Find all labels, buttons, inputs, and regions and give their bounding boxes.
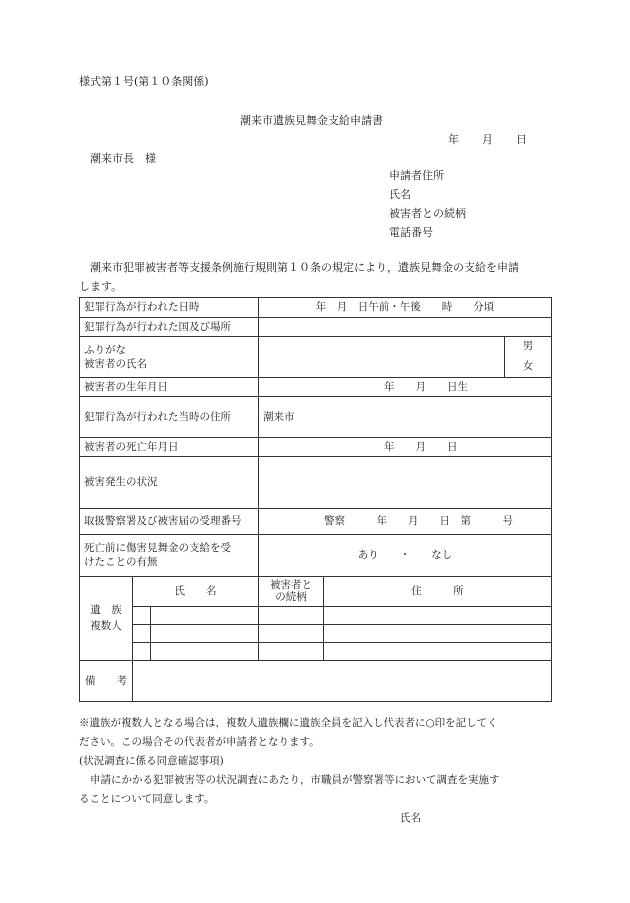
intro-line-1: 潮来市犯罪被害者等支援条例施行規則第１０条の規定により，遺族見舞金の支給を申請 xyxy=(90,261,519,274)
application-table xyxy=(79,297,552,702)
crime-datetime-label: 犯罪行為が行われた日時 xyxy=(80,298,259,318)
police-report-value[interactable]: 警察 年 月 日 第 号 xyxy=(259,508,552,534)
crime-place-label: 犯罪行為が行われた国及び場所 xyxy=(80,318,259,337)
applicant-relation-label: 被害者との続柄 xyxy=(389,207,466,220)
death-date-label: 被害者の死亡年月日 xyxy=(80,437,259,456)
prior-injury-benefit-label-line1: 死亡前に傷害見舞金の支給を受 xyxy=(84,542,231,555)
row-damage-situation xyxy=(80,456,552,508)
bereaved-label-line1: 遺 族 xyxy=(90,603,122,616)
bereaved-name-input[interactable] xyxy=(151,624,259,642)
note-1-line-1: ※遺族が複数人となる場合は，複数人遺族欄に遺族全員を記入し代表者に○印を記してく xyxy=(79,717,498,729)
sex-female: 女 xyxy=(522,359,534,372)
bereaved-name-input[interactable] xyxy=(151,606,259,624)
row-police-report xyxy=(80,508,552,534)
row-crime-place xyxy=(80,318,552,337)
intro-line-2: します。 xyxy=(79,280,123,293)
row-birthdate xyxy=(80,377,552,396)
row-address-at-time xyxy=(80,396,552,437)
sex-male: 男 xyxy=(522,340,534,352)
remarks-input[interactable] xyxy=(133,660,552,701)
address-at-time-value[interactable]: 潮来市 xyxy=(259,396,552,437)
bereaved-name-input[interactable] xyxy=(151,642,259,660)
bereaved-representative-mark[interactable] xyxy=(133,624,151,642)
prior-injury-benefit-label xyxy=(80,534,259,576)
victim-name-label-text: 被害者の氏名 xyxy=(84,357,147,370)
birthdate-value[interactable]: 年 月 日生 xyxy=(259,377,552,396)
col-relation-header xyxy=(259,576,324,606)
damage-situation-label: 被害発生の状況 xyxy=(80,456,259,508)
col-relation-header-line2: の続柄 xyxy=(275,591,307,604)
crime-datetime-value[interactable]: 年 月 日午前・午後 時 分頃 xyxy=(259,298,552,318)
remarks-label: 備 考 xyxy=(80,660,133,701)
victim-name-input[interactable] xyxy=(259,337,505,378)
form-title: 潮来市遺族見舞金支給申請書 xyxy=(240,114,383,127)
applicant-phone-label: 電話番号 xyxy=(389,226,433,239)
bereaved-relation-input[interactable] xyxy=(259,606,324,624)
row-bereaved-header xyxy=(80,576,552,606)
prior-injury-benefit-label-line2: けたことの有無 xyxy=(84,556,158,569)
bereaved-row xyxy=(80,642,552,660)
bereaved-row xyxy=(80,606,552,624)
victim-sex-cell[interactable] xyxy=(505,337,552,378)
consent-title: (状況調査に係る同意確認事項) xyxy=(79,755,224,767)
bereaved-representative-mark[interactable] xyxy=(133,606,151,624)
applicant-address-label: 申請者住所 xyxy=(389,169,444,182)
bereaved-relation-input[interactable] xyxy=(259,624,324,642)
form-number: 様式第１号(第１０条関係) xyxy=(79,75,209,88)
bereaved-label-line2: 複数人 xyxy=(90,620,122,633)
row-prior-injury-benefit xyxy=(80,534,552,576)
police-report-label: 取扱警察署及び被害届の受理番号 xyxy=(80,508,259,534)
date-month-label: 月 xyxy=(482,133,493,146)
bereaved-address-input[interactable] xyxy=(324,606,552,624)
crime-place-input[interactable] xyxy=(259,318,552,337)
bereaved-address-input[interactable] xyxy=(324,642,552,660)
date-year-label: 年 xyxy=(448,133,459,146)
victim-name-label xyxy=(80,337,259,378)
bereaved-representative-mark[interactable] xyxy=(133,642,151,660)
address-at-time-label: 犯罪行為が行われた当時の住所 xyxy=(80,396,259,437)
date-day-label: 日 xyxy=(516,133,527,146)
furigana-label: ふりがな xyxy=(84,343,126,356)
signature-label: 氏名 xyxy=(400,812,421,824)
addressee: 潮来市長 様 xyxy=(90,152,156,165)
death-date-value[interactable]: 年 月 日 xyxy=(259,437,552,456)
col-name-header: 氏 名 xyxy=(133,576,259,606)
row-remarks xyxy=(80,660,552,701)
prior-injury-benefit-choice[interactable]: あり ・ なし xyxy=(259,534,552,576)
consent-line-2: ることについて同意します。 xyxy=(79,793,215,805)
birthdate-label: 被害者の生年月日 xyxy=(80,377,259,396)
applicant-name-label: 氏名 xyxy=(389,188,411,201)
consent-line-1: 申請にかかる犯罪被害等の状況調査にあたり，市職員が警察署等において調査を実施す xyxy=(90,774,500,786)
damage-situation-input[interactable] xyxy=(259,456,552,508)
col-address-header: 住 所 xyxy=(324,576,552,606)
col-relation-header-line1: 被害者と xyxy=(270,578,312,591)
bereaved-address-input[interactable] xyxy=(324,624,552,642)
row-death-date xyxy=(80,437,552,456)
bereaved-row xyxy=(80,624,552,642)
row-crime-datetime xyxy=(80,298,552,318)
note-1-line-2: ださい。この場合その代表者が申請者となります。 xyxy=(79,736,320,748)
row-victim-name xyxy=(80,337,552,378)
bereaved-label xyxy=(80,576,133,660)
bereaved-relation-input[interactable] xyxy=(259,642,324,660)
